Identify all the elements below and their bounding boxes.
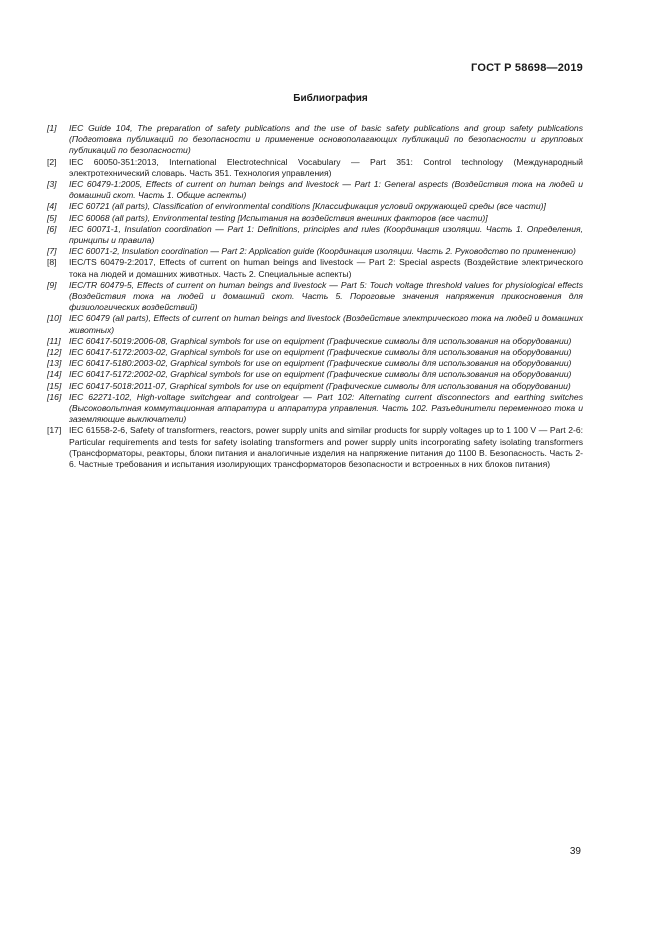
reference-number: [9] xyxy=(47,279,57,290)
reference-item xyxy=(47,425,583,470)
reference-item xyxy=(47,369,583,380)
reference-number: [12] xyxy=(47,347,62,358)
reference-item xyxy=(47,157,583,179)
reference-number: [15] xyxy=(47,380,62,391)
reference-text: IEC 61558-2-6, Safety of transformers, reactors, power supply units and similar products for supply voltages up to 1 100 V — Part 2-6: Particular requirements and tests for safety isolating transformers and power supply units incorporating safety isolating transformers (Трансформаторы, реакторы, блоки питания и аналогичные изделия на напряжение питания до 1100 В. Безопасность. Часть 2-6. Частные требования и испытания изолирующих трансформаторов безопасности и встроенных в них блоков питания) xyxy=(69,425,583,470)
reference-item xyxy=(47,179,583,201)
reference-text: IEC 60068 (all parts), Environmental testing [Испытания на воздействия внешних факторов (все части)] xyxy=(69,212,488,223)
reference-text: IEC 60071-2, Insulation coordination — Part 2: Application guide (Координация изоляции. Часть 2. Руководство по применению) xyxy=(69,246,576,257)
reference-text: IEC 62271-102, High-voltage switchgear and controlgear — Part 102: Alternating current disconnectors and earthing switches (Высоковольтная коммутационная аппаратура и аппаратура управления. Часть 102. Разъединители переменного тока и заземляющие выключатели) xyxy=(69,391,583,425)
reference-number: [17] xyxy=(47,425,62,436)
reference-item xyxy=(47,347,583,358)
reference-item xyxy=(47,257,583,279)
reference-number: [2] xyxy=(47,156,57,167)
reference-text: IEC 60417-5172:2003-02, Graphical symbols for use on equipment (Графические символы для использования на оборудовании) xyxy=(69,347,572,358)
reference-text: IEC 60050-351:2013, International Electrotechnical Vocabulary — Part 351: Control technology (Международный электротехнический словарь. Часть 351. Технология управления) xyxy=(69,156,583,178)
reference-text: IEC/TR 60479-5, Effects of current on human beings and livestock — Part 5: Touch voltage threshold values for physiological effects (Воздействия тока на людей и домашний скот. Часть 5. Пороговые значения напряжения прикосновения для физиологических воздействий) xyxy=(69,279,583,313)
bibliography-list xyxy=(47,123,583,470)
reference-item xyxy=(47,313,583,335)
reference-item xyxy=(47,201,583,212)
reference-number: [11] xyxy=(47,335,61,346)
reference-text: IEC 60479-1:2005, Effects of current on human beings and livestock — Part 1: General aspects (Воздействия тока на людей и домашний скот. Часть 1. Общие аспекты) xyxy=(69,179,583,201)
document-code-header: ГОСТ Р 58698—2019 xyxy=(471,62,583,74)
reference-text: IEC Guide 104, The preparation of safety publications and the use of basic safety publications and group safety publications (Подготовка публикаций по безопасности и применение основополагающих публикаций по безопасности и групповых публикаций по безопасности) xyxy=(69,123,583,156)
reference-number: [13] xyxy=(47,358,62,369)
reference-number: [16] xyxy=(47,391,62,402)
reference-text: IEC 60417-5018:2011-07, Graphical symbols for use on equipment (Графические символы для использования на оборудовании) xyxy=(69,380,571,391)
reference-item xyxy=(47,123,583,157)
reference-text: IEC/TS 60479-2:2017, Effects of current on human beings and livestock — Part 2: Special aspects (Воздействие электрического тока на людей и домашних животных. Часть 2. Специальные аспекты) xyxy=(69,257,583,279)
reference-text: IEC 60417-5172:2002-02, Graphical symbols for use on equipment (Графические символы для использования на оборудовании) xyxy=(69,369,572,380)
reference-number: [4] xyxy=(47,201,57,212)
reference-number: [5] xyxy=(47,212,57,223)
reference-text: IEC 60071-1, Insulation coordination — Part 1: Definitions, principles and rules (Координация изоляции. Часть 1. Определения, принципы и правила) xyxy=(69,223,583,246)
reference-number: [7] xyxy=(47,246,57,257)
reference-item xyxy=(47,358,583,369)
page-number: 39 xyxy=(569,846,581,857)
reference-item xyxy=(47,336,583,347)
reference-text: IEC 60417-5019:2006-08, Graphical symbols for use on equipment (Графические символы для использования на оборудовании) xyxy=(69,335,572,346)
reference-item xyxy=(47,280,583,314)
reference-number: [1] xyxy=(47,123,57,133)
bibliography-title: Библиография xyxy=(293,93,368,104)
reference-item xyxy=(47,213,583,224)
reference-item xyxy=(47,392,583,426)
reference-number: [14] xyxy=(47,369,62,380)
reference-number: [6] xyxy=(47,223,57,234)
reference-number: [8] xyxy=(47,257,57,268)
reference-text: IEC 60417-5180:2003-02, Graphical symbols for use on equipment (Графические символы для использования на оборудовании) xyxy=(69,358,572,369)
reference-text: IEC 60479 (all parts), Effects of current on human beings and livestock (Воздействие электрического тока на людей и домашних животных) xyxy=(69,313,583,335)
reference-number: [10] xyxy=(47,313,62,324)
reference-number: [3] xyxy=(47,179,57,190)
reference-item xyxy=(47,381,583,392)
reference-item xyxy=(47,246,583,257)
reference-text: IEC 60721 (all parts), Classification of environmental conditions [Классификация условий окружающей среды (все части)] xyxy=(69,201,546,212)
reference-item xyxy=(47,224,583,246)
